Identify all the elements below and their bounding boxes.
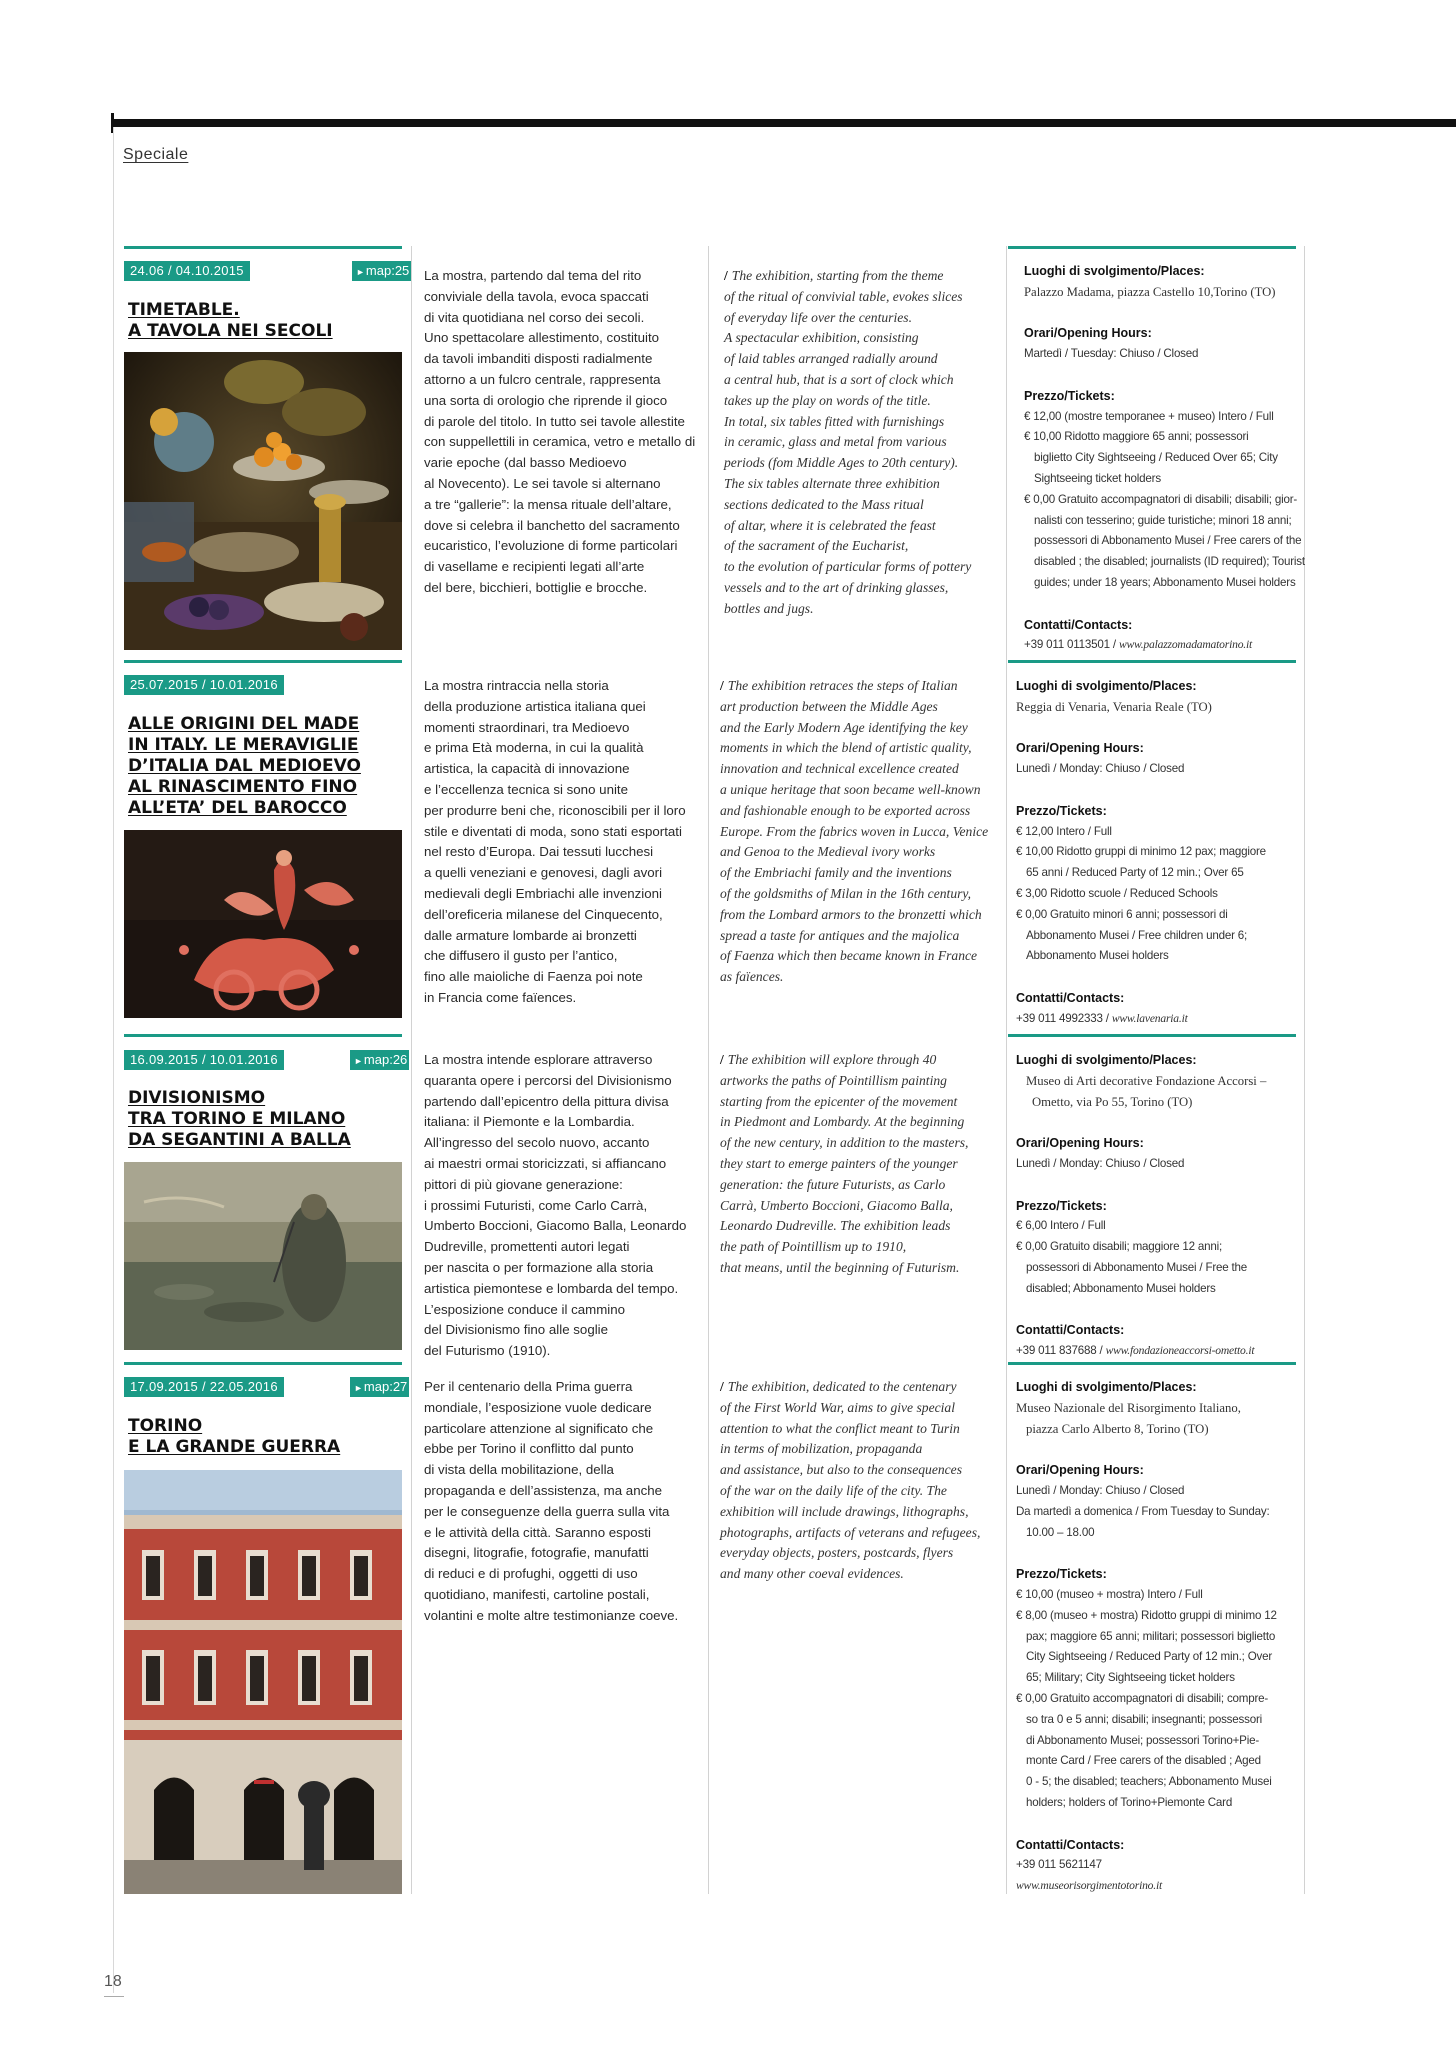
s-line: +39 011 837688 / www.fondazioneaccorsi-ometto.it: [1016, 1344, 1255, 1358]
v-line: piazza Carlo Alberto 8, Torino (TO): [1026, 1421, 1209, 1436]
gap-line: [1016, 1814, 1277, 1835]
palazzo-carignano-photo: [124, 1470, 402, 1894]
text-line: Umberto Boccioni, Giacomo Balla, Leonardo: [424, 1218, 687, 1234]
text-line: pittori di più giovane generazione:: [424, 1176, 623, 1192]
entry-rule: [124, 660, 402, 663]
text-line: they start to emerge painters of the younger: [720, 1155, 958, 1171]
text-line: The six tables alternate three exhibition: [724, 475, 940, 491]
text-line: fino alle maioliche di Faenza poi note: [424, 969, 643, 985]
text-line: Leonardo Dudreville. The exhibition leads: [720, 1218, 951, 1234]
date-badge: 24.06 / 04.10.2015: [124, 261, 250, 281]
exhibition-title: [128, 714, 361, 819]
text-line: quaranta opere i percorsi del Divisionismo: [424, 1072, 672, 1088]
description-italian: [424, 676, 686, 1009]
gap-line: [1016, 718, 1266, 739]
text-line: Europe. From the fabrics woven in Lucca, Venice: [720, 823, 989, 839]
text-line: and Genoa to the Medieval ivory works: [720, 844, 936, 860]
text-line: per le conseguenze della guerra sulla vita: [424, 1503, 670, 1519]
contacts-heading: Contatti/Contacts:: [1024, 617, 1133, 632]
text-line: da tavoli imbanditi disposti radialmente: [424, 351, 653, 367]
text-line: of altar, where it is celebrated the feast: [724, 517, 936, 533]
column-divider: [411, 246, 412, 1894]
text-line: IN ITALY. LE MERAVIGLIE: [128, 735, 359, 755]
h-line: Orari/Opening Hours:: [1016, 1136, 1144, 1151]
s-line: € 6,00 Intero / Full: [1016, 1219, 1106, 1233]
text-line: in Francia come faïences.: [424, 989, 577, 1005]
s-line: € 0,00 Gratuito accompagnatori di disabili; disabili; gior-: [1024, 492, 1298, 506]
s-line: € 0,00 Gratuito disabili; maggiore 12 anni;: [1016, 1240, 1223, 1254]
text-line: A spectacular exhibition, consisting: [724, 330, 919, 346]
s-line: € 8,00 (museo + mostra) Ridotto gruppi di minimo 12: [1016, 1608, 1277, 1622]
entry-rule: [1008, 1034, 1296, 1037]
text-line: bottles and jugs.: [724, 600, 814, 616]
text-line: attorno a un fulcro centrale, rappresenta: [424, 371, 661, 387]
text-line: dalle armature lombarde ai bronzetti: [424, 927, 637, 943]
text-line: art production between the Middle Ages: [720, 698, 938, 714]
text-line: dove si celebra il banchetto del sacramento: [424, 517, 680, 533]
s-line: € 10,00 (museo + mostra) Intero / Full: [1016, 1587, 1203, 1601]
text-line: del Futurismo (1910).: [424, 1343, 551, 1359]
map-label: map:26: [363, 1052, 408, 1067]
text-line: TORINO: [128, 1416, 203, 1436]
s-line: Lunedì / Monday: Chiuso / Closed: [1016, 1483, 1185, 1497]
s-line: € 10,00 Ridotto gruppi di minimo 12 pax; maggiore: [1016, 845, 1266, 859]
text-line: the path of Pointillism up to 1910,: [720, 1239, 907, 1255]
hours-value: Martedì / Tuesday: Chiuso / Closed: [1024, 347, 1199, 361]
text-line: everyday objects, posters, postcards, flyers: [720, 1545, 954, 1561]
text-line: of everyday life over the centuries.: [724, 309, 912, 325]
website-link[interactable]: www.palazzomadamatorino.it: [1118, 638, 1253, 652]
gap-line: [1024, 594, 1305, 615]
text-line: in Piedmont and Lombardy. At the beginning: [720, 1114, 965, 1130]
gap-line: [1016, 1439, 1277, 1460]
description-english: [720, 676, 988, 988]
text-line: Dudreville, promettenti autori legati: [424, 1239, 630, 1255]
s-line: guides; under 18 years; Abbonamento Musei holders: [1034, 575, 1296, 589]
text-line: and fashionable enough to be exported across: [720, 802, 971, 818]
text-line: artistica piemontese e lombarda del tempo.: [424, 1280, 679, 1296]
text-line: of the Embriachi family and the inventions: [720, 865, 952, 881]
entry-rule: [1008, 660, 1296, 663]
exhibition-title: [128, 1416, 340, 1458]
s-line: 65 anni / Reduced Party of 12 min.; Over 65: [1026, 866, 1244, 880]
v-line: Ometto, via Po 55, Torino (TO): [1032, 1094, 1193, 1109]
text-line: della produzione artistica italiana quei: [424, 698, 646, 714]
text-line: of the war on the daily life of the city. The: [720, 1482, 947, 1498]
h-line: Luoghi di svolgimento/Places:: [1016, 1380, 1197, 1394]
entry-rule: [1008, 246, 1296, 249]
s-line: possessori di Abbonamento Musei / Free the: [1026, 1260, 1248, 1274]
h-line: Luoghi di svolgimento/Places:: [1016, 679, 1197, 693]
entry-rule: [124, 246, 402, 249]
text-line: di vasellame e recipienti legati all’arte: [424, 559, 645, 575]
text-line: Uno spettacolare allestimento, costituito: [424, 330, 660, 346]
text-line: La mostra, partendo dal tema del rito: [424, 268, 642, 283]
map-badge[interactable]: [350, 1377, 409, 1397]
text-line: medievali degli Embriachi alle invenzioni: [424, 885, 662, 901]
text-line: [720, 676, 988, 697]
text-line: che diffusero il gusto per l’antico,: [424, 948, 618, 964]
text-line: Carrà, Umberto Boccioni, Giacomo Balla,: [720, 1197, 953, 1213]
text-line: exhibition will include drawings, lithographs,: [720, 1503, 969, 1519]
text-line: a quelli veneziani e genovesi, dagli avori: [424, 865, 663, 881]
text-line: mondiale, l’esposizione vuole dedicare: [424, 1399, 652, 1415]
description-italian: [424, 1377, 678, 1627]
text-line: e prima Età moderna, in cui la qualità: [424, 740, 644, 756]
divisionist-painting: [124, 1162, 402, 1350]
s-line: di Abbonamento Musei; possessori Torino+Pie-: [1026, 1733, 1259, 1747]
gap-line: [1016, 780, 1266, 801]
date-badge: 16.09.2015 / 10.01.2016: [124, 1050, 284, 1070]
page-number-rule: [104, 1996, 124, 1997]
s-line: € 12,00 (mostre temporanee + museo) Intero / Full: [1024, 409, 1274, 423]
website-link[interactable]: www.fondazioneaccorsi-ometto.it: [1105, 1344, 1255, 1358]
text-line: stile e diventati di moda, sono stati esportati: [424, 823, 682, 839]
text-line: of the sacrament of the Eucharist,: [724, 538, 909, 554]
date-badge: 25.07.2015 / 10.01.2016: [124, 675, 284, 695]
description-english: [720, 1377, 980, 1585]
slash-line: /: [720, 678, 724, 693]
text-line: The exhibition, dedicated to the centenary: [727, 1379, 957, 1394]
description-italian: [424, 1050, 686, 1362]
practical-info: [1024, 261, 1305, 656]
practical-info: [1016, 1377, 1277, 1897]
exhibition-title: [128, 1088, 351, 1151]
text-line: momenti straordinari, tra Medioevo: [424, 719, 630, 735]
s-line: Lunedì / Monday: Chiuso / Closed: [1016, 1156, 1185, 1170]
gap-line: [1024, 365, 1305, 386]
s-line: 65; Military; City Sightseeing ticket holders: [1026, 1671, 1235, 1685]
page-number: 18: [104, 1973, 122, 1990]
tri-line: ►: [354, 1056, 363, 1066]
text-line: artworks the paths of Pointillism painting: [720, 1072, 947, 1088]
text-line: di vita quotidiana nel corso dei secoli.: [424, 309, 645, 325]
entry-rule: [1008, 1362, 1296, 1365]
text-line: and many other coeval evidences.: [720, 1566, 904, 1582]
text-line: The exhibition will explore through 40: [727, 1052, 937, 1067]
coral-sculpture: [124, 830, 402, 1018]
text-line: ai maestri ormai storicizzati, si affiancano: [424, 1155, 667, 1171]
left-margin-rule: [113, 127, 114, 1993]
text-line: DIVISIONISMO: [128, 1088, 266, 1108]
text-line: conviviale della tavola, evoca spaccati: [424, 288, 649, 304]
s-line: € 10,00 Ridotto maggiore 65 anni; possessori: [1024, 430, 1249, 444]
h-line: Contatti/Contacts:: [1016, 1323, 1125, 1338]
gap-line: [1024, 303, 1305, 324]
text-line: italiana: il Piemonte e la Lombardia.: [424, 1114, 635, 1130]
h-line: Orari/Opening Hours:: [1016, 1463, 1144, 1478]
text-line: a central hub, that is a sort of clock which: [724, 371, 954, 387]
text-line: in ceramic, glass and metal from various: [724, 434, 947, 450]
text-line: The exhibition, starting from the theme: [731, 268, 944, 283]
text-line: volantini e molte altre testimonianze coeve.: [424, 1607, 679, 1623]
text-line: from the Lombard armors to the bronzetti which: [720, 906, 982, 922]
text-line: to the evolution of particular forms of pottery: [724, 559, 972, 575]
s-line: +39 011 4992333 / www.lavenaria.it: [1016, 1011, 1188, 1025]
text-line: quotidiano, manifesti, cartoline postali,: [424, 1586, 650, 1602]
text-line: [720, 1377, 980, 1398]
s-line: holders; holders of Torino+Piemonte Card: [1026, 1795, 1233, 1809]
text-line: al Novecento). Le sei tavole si alternano: [424, 475, 661, 491]
phone-number: +39 011 0113501: [1024, 638, 1110, 652]
s-line: disabled ; the disabled; journalists (ID required); Tourist: [1034, 555, 1305, 569]
text-line: a tre “gallerie”: la mensa rituale dell’altare,: [424, 496, 672, 512]
hours-heading: Orari/Opening Hours:: [1024, 326, 1152, 341]
column-divider: [1006, 246, 1007, 1894]
s-line: so tra 0 e 5 anni; disabili; insegnanti; possessori: [1026, 1712, 1262, 1726]
s-line: € 0,00 Gratuito minori 6 anni; possessori di: [1016, 907, 1228, 921]
text-line: dell’oreficeria milanese del Cinquecento,: [424, 906, 663, 922]
text-line: DA SEGANTINI A BALLA: [128, 1130, 351, 1150]
text-line: per produrre beni che, riconoscibili per il loro: [424, 802, 686, 818]
text-line: of the First World War, aims to give special: [720, 1399, 955, 1415]
text-line: and the Early Modern Age identifying the key: [720, 719, 968, 735]
text-line: of the new century, in addition to the masters,: [720, 1135, 969, 1151]
s-line: nalisti con tesserino; guide turistiche; minori 18 anni;: [1034, 513, 1292, 527]
v-line: Museo Nazionale del Risorgimento Italiano,: [1016, 1400, 1241, 1415]
text-line: In total, six tables fitted with furnishings: [724, 413, 945, 429]
text-line: photographs, artifacts of veterans and refugees,: [720, 1524, 981, 1540]
s-line: € 3,00 Ridotto scuole / Reduced Schools: [1016, 886, 1218, 900]
s-line: pax; maggiore 65 anni; militari; possessori biglietto: [1026, 1629, 1276, 1643]
text-line: and assistance, but also to the consequences: [720, 1462, 963, 1478]
description-english: [720, 1050, 968, 1279]
slash-line: /: [724, 268, 728, 283]
text-line: ALL’ETA’ DEL BAROCCO: [128, 798, 347, 818]
map-label: map:27: [363, 1379, 408, 1394]
s-line: monte Card / Free carers of the disabled ; Aged: [1026, 1754, 1261, 1768]
description-italian: [424, 266, 695, 599]
text-line: moments in which the blend of artistic quality,: [720, 740, 972, 756]
s-line: Lunedì / Monday: Chiuso / Closed: [1016, 762, 1185, 776]
text-line: of the ritual of convivial table, evokes slices: [724, 288, 963, 304]
h-line: Prezzo/Tickets:: [1016, 1567, 1107, 1582]
s-line: City Sightseeing / Reduced Party of 12 min.; Over: [1026, 1650, 1273, 1664]
s-line: disabled; Abbonamento Musei holders: [1026, 1281, 1216, 1295]
places-value: Palazzo Madama, piazza Castello 10,Torino (TO): [1024, 284, 1276, 299]
h-line: Luoghi di svolgimento/Places:: [1016, 1053, 1197, 1067]
text-line: TRA TORINO E MILANO: [128, 1109, 346, 1129]
text-line: La mostra intende esplorare attraverso: [424, 1052, 653, 1067]
s-line: € 12,00 Intero / Full: [1016, 824, 1112, 838]
s-line: Da martedì a domenica / From Tuesday to Sunday:: [1016, 1504, 1270, 1518]
website-link[interactable]: www.lavenaria.it: [1111, 1011, 1188, 1025]
text-line: D’ITALIA DAL MEDIOEVO: [128, 756, 361, 776]
text-line: The exhibition retraces the steps of Italian: [727, 678, 958, 693]
s-line: +39 011 0113501 / www.palazzomadamatorino.it: [1024, 638, 1253, 652]
entry-rule: [124, 1362, 402, 1365]
text-line: in terms of mobilization, propaganda: [720, 1441, 923, 1457]
text-line: of Faenza which then became known in France: [720, 948, 978, 964]
tri-line: ►: [356, 267, 365, 277]
s-line: biglietto City Sightseeing / Reduced Over 65; City: [1034, 451, 1278, 465]
practical-info: [1016, 676, 1266, 1030]
tri-line: ►: [354, 1383, 363, 1393]
text-line: per nascita o per formazione alla storia: [424, 1259, 654, 1275]
text-line: as faïences.: [720, 969, 784, 985]
gap-line: [1016, 1112, 1266, 1133]
description-english: [724, 266, 971, 620]
tickets-heading: Prezzo/Tickets:: [1024, 388, 1115, 403]
text-line: e l’eccellenza tecnica si sono unite: [424, 781, 629, 797]
map-badge[interactable]: [352, 261, 411, 281]
v-line: Museo di Arti decorative Fondazione Accorsi –: [1026, 1073, 1267, 1088]
text-line: propaganda e dell’assistenza, ma anche: [424, 1482, 663, 1498]
h-line: Contatti/Contacts:: [1016, 990, 1125, 1005]
text-line: artistica, la capacità di innovazione: [424, 761, 630, 777]
text-line: [724, 266, 971, 287]
text-line: generation: the future Futurists, as Carlo: [720, 1176, 946, 1192]
text-line: that means, until the beginning of Futurism.: [720, 1259, 960, 1275]
text-line: eucaristico, l’evoluzione di forme particolari: [424, 538, 678, 554]
s-line: possessori di Abbonamento Musei / Free carers of the: [1034, 534, 1302, 548]
s-line: Sightseeing ticket holders: [1034, 471, 1161, 485]
exhibition-title: [128, 300, 333, 342]
text-line: ALLE ORIGINI DEL MADE: [128, 714, 360, 734]
text-line: of laid tables arranged radially around: [724, 351, 938, 367]
s-line: Abbonamento Musei holders: [1026, 949, 1169, 963]
text-line: sections dedicated to the Mass ritual: [724, 496, 924, 512]
gap-line: [1016, 967, 1266, 988]
s-line: € 0,00 Gratuito accompagnatori di disabili; compre-: [1016, 1691, 1269, 1705]
h-line: Orari/Opening Hours:: [1016, 741, 1144, 756]
text-line: AL RINASCIMENTO FINO: [128, 777, 358, 797]
gap-line: [1016, 1543, 1277, 1564]
text-line: TIMETABLE.: [128, 300, 240, 320]
text-line: del bere, bicchieri, bottiglie e brocche.: [424, 579, 648, 595]
map-badge[interactable]: [350, 1050, 409, 1070]
text-line: Per il centenario della Prima guerra: [424, 1379, 633, 1394]
still-life-painting: [124, 352, 402, 650]
text-line: e le attività della città. Saranno esposti: [424, 1524, 651, 1540]
text-line: particolare attenzione al significato che: [424, 1420, 654, 1436]
text-line: L’esposizione conduce il cammino: [424, 1301, 626, 1317]
text-line: una sorta di orologio che riprende il gioco: [424, 392, 668, 408]
website-link[interactable]: www.museorisorgimentotorino.it: [1016, 1879, 1163, 1893]
entry-rule: [124, 1034, 402, 1037]
text-line: di parole del titolo. In tutto sei tavole allestite: [424, 413, 685, 429]
text-line: disegni, litografie, fotografie, manufatti: [424, 1545, 649, 1561]
section-label: Speciale: [123, 146, 189, 163]
gap-line: [1016, 1300, 1266, 1321]
text-line: A TAVOLA NEI SECOLI: [128, 321, 333, 341]
h-line: Prezzo/Tickets:: [1016, 1198, 1107, 1213]
text-line: di reduci e di profughi, oggetti di uso: [424, 1566, 638, 1582]
text-line: ebbe per Torino il conflitto dal punto: [424, 1441, 634, 1457]
text-line: i prossimi Futuristi, come Carlo Carrà,: [424, 1197, 648, 1213]
places-heading: Luoghi di svolgimento/Places:: [1024, 264, 1205, 278]
text-line: All’ingresso del secolo nuovo, accanto: [424, 1135, 650, 1151]
text-line: con suppellettili in ceramica, vetro e metallo di: [424, 434, 696, 450]
phone-number: +39 011 4992333: [1016, 1011, 1103, 1025]
slash-line: /: [720, 1379, 724, 1394]
date-badge: 17.09.2015 / 22.05.2016: [124, 1377, 284, 1397]
text-line: [720, 1050, 968, 1071]
phone-number: +39 011 5621147: [1016, 1858, 1102, 1872]
gap-line: [1016, 1175, 1266, 1196]
text-line: vessels and to the art of drinking glasses,: [724, 579, 949, 595]
text-line: varie epoche (dal basso Medioevo: [424, 455, 627, 471]
text-line: spread a taste for antiques and the majolica: [720, 927, 960, 943]
text-line: periods (fom Middle Ages to 20th century).: [724, 455, 959, 471]
text-line: La mostra rintraccia nella storia: [424, 678, 609, 693]
text-line: takes up the play on words of the title.: [724, 392, 931, 408]
s-line: 10.00 – 18.00: [1026, 1525, 1095, 1539]
text-line: a unique heritage that soon became well-known: [720, 781, 981, 797]
s-line: 0 - 5; the disabled; teachers; Abbonamento Musei: [1026, 1775, 1272, 1789]
v-line: Reggia di Venaria, Venaria Reale (TO): [1016, 699, 1212, 714]
text-line: nel resto d’Europa. Dai tessuti lucchesi: [424, 844, 654, 860]
text-line: of the goldsmiths of Milan in the 16th century,: [720, 885, 972, 901]
text-line: innovation and technical excellence created: [720, 761, 959, 777]
text-line: del Divisionismo fino alle soglie: [424, 1322, 609, 1338]
h-line: Contatti/Contacts:: [1016, 1837, 1125, 1852]
phone-number: +39 011 837688: [1016, 1344, 1097, 1358]
text-line: attention to what the conflict meant to Turin: [720, 1420, 960, 1436]
h-line: Prezzo/Tickets:: [1016, 803, 1107, 818]
column-divider: [708, 246, 709, 1894]
text-line: starting from the epicenter of the movement: [720, 1093, 958, 1109]
text-line: di vista della mobilitazione, della: [424, 1462, 614, 1478]
text-line: E LA GRANDE GUERRA: [128, 1437, 341, 1457]
text-line: partendo dall’epicentro della pittura divisa: [424, 1093, 669, 1109]
practical-info: [1016, 1050, 1266, 1362]
map-label: map:25: [365, 263, 410, 278]
s-line: Abbonamento Musei / Free children under 6;: [1026, 928, 1248, 942]
top-rule: [112, 119, 1456, 127]
slash-line: /: [720, 1052, 724, 1067]
